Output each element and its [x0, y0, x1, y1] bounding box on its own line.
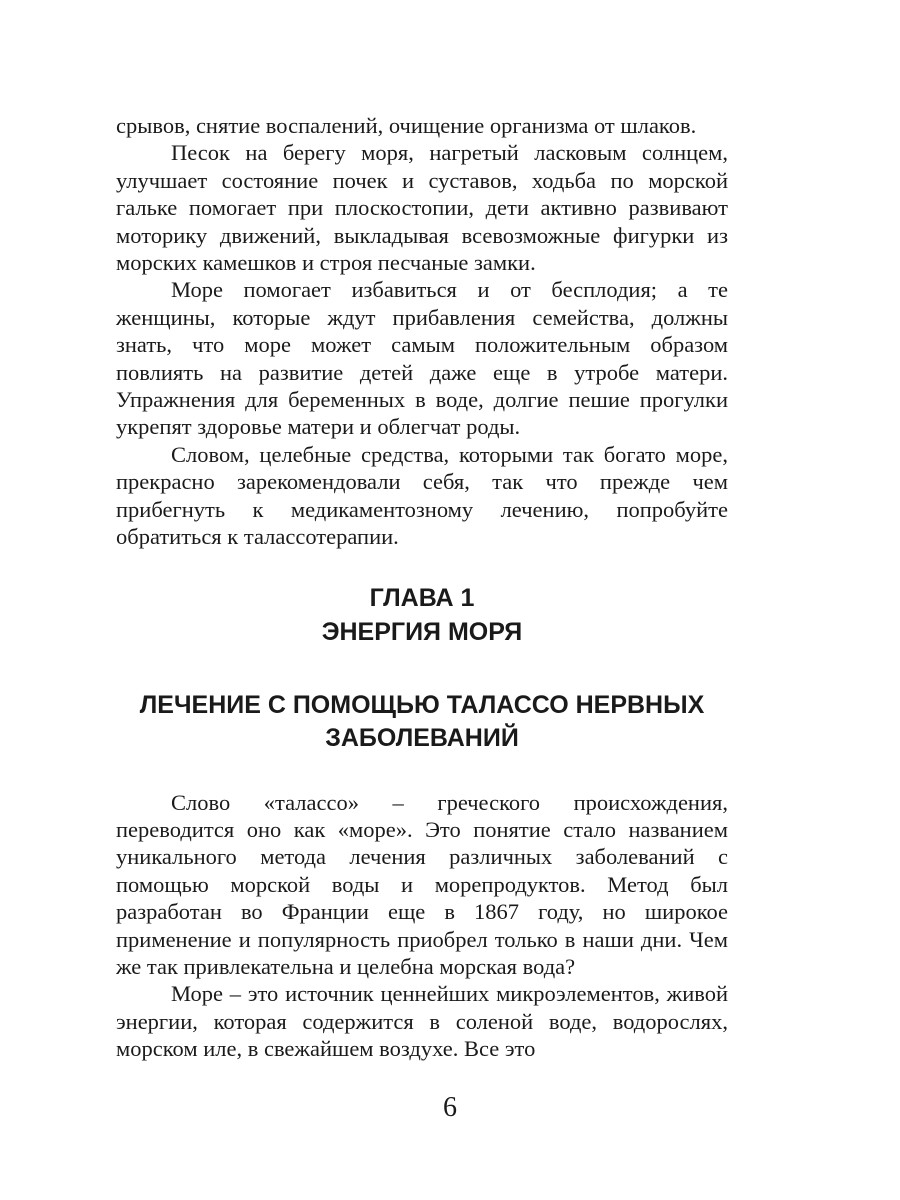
section-title-line-1: ЛЕЧЕНИЕ С ПОМОЩЬЮ ТАЛАССО НЕРВНЫХ — [139, 690, 705, 719]
paragraph-infertility: Море помогает избавиться и от бесплодия; а те женщины, которые ждут прибавления семейства, должны знать, что море может самым положительным образом повлиять на развитие детей даже еще в утробе матери. Упражнения для беременных в воде, долгие пешие прогулки укрепят здоровье матери и облегчат роды. — [116, 277, 728, 440]
chapter-heading — [116, 581, 728, 649]
paragraph-sea-source: Море – это источник ценнейших микроэлементов, живой энергии, которая содержится в соленой воде, водорослях, морском иле, в свежайшем воздухе. Все это — [116, 981, 728, 1062]
paragraph-conclusion: Словом, целебные средства, которыми так богато море, прекрасно зарекомендовали себя, так что прежде чем прибегнуть к медикаментозному лечению, попробуйте обратиться к талассотерапии. — [116, 441, 728, 550]
chapter-title: ЭНЕРГИЯ МОРЯ — [321, 617, 523, 646]
section-title-line-2: ЗАБОЛЕВАНИЙ — [325, 723, 519, 752]
page-body — [116, 112, 728, 1063]
section-heading — [116, 689, 728, 755]
chapter-number: ГЛАВА 1 — [369, 583, 475, 612]
paragraph-sand: Песок на берегу моря, нагретый ласковым солнцем, улучшает состояние почек и суставов, ходьба по морской гальке помогает при плоскостопии, дети активно развивают моторику движений, выкладывая всевозможные фигурки из морских камешков и строя песчаные замки. — [116, 140, 728, 276]
page-number: 6 — [443, 1092, 457, 1123]
paragraph-thalasso-definition: Слово «талассо» – греческого происхождения, переводится оно как «море». Это понятие стало названием уникального метода лечения различных заболеваний с помощью морской воды и морепродуктов. Метод был разработан во Франции еще в 1867 году, но широкое применение и популярность приобрел только в наши дни. Чем же так привлекательна и целебна морская вода? — [116, 789, 728, 979]
paragraph-continued: срывов, снятие воспалений, очищение организма от шлаков. — [116, 113, 697, 138]
